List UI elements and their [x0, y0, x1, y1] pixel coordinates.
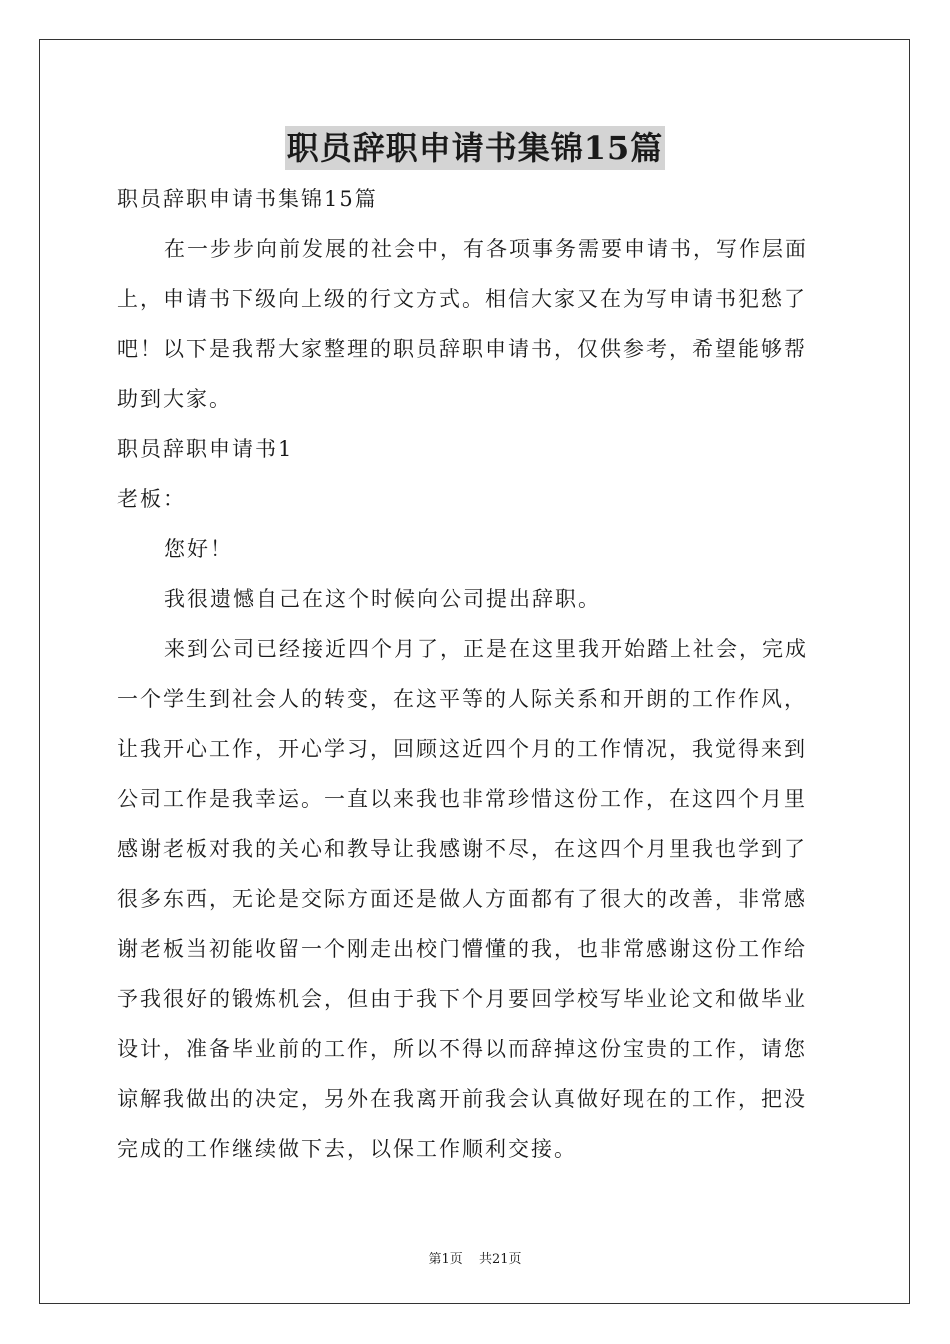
text-line: 谅解我做出的决定，另外在我离开前我会认真做好现在的工作，把没 — [117, 1087, 807, 1111]
text-line: 职员辞职申请书集锦15篇 — [117, 187, 378, 211]
text-line: 设计，准备毕业前的工作，所以不得以而辞掉这份宝贵的工作，请您 — [117, 1037, 807, 1061]
text-line: 我很遗憾自己在这个时候向公司提出辞职。 — [164, 587, 601, 611]
text-line: 感谢老板对我的关心和教导让我感谢不尽，在这四个月里我也学到了 — [117, 837, 807, 861]
text-line: 老板： — [117, 487, 186, 511]
text-line: 您好！ — [164, 537, 233, 561]
page-number: 第1页 — [428, 1252, 463, 1267]
text-line: 职员辞职申请书1 — [117, 437, 294, 461]
text-line: 让我开心工作，开心学习，回顾这近四个月的工作情况，我觉得来到 — [117, 737, 807, 761]
page-total: 共21页 — [478, 1252, 522, 1267]
text-line: 一个学生到社会人的转变，在这平等的人际关系和开朗的工作作风， — [117, 687, 807, 711]
text-line: 谢老板当初能收留一个刚走出校门懵懂的我，也非常感谢这份工作给 — [117, 937, 807, 961]
text-line: 助到大家。 — [117, 387, 232, 411]
text-line: 予我很好的锻炼机会，但由于我下个月要回学校写毕业论文和做毕业 — [117, 987, 807, 1011]
text-line: 在一步步向前发展的社会中，有各项事务需要申请书，写作层面 — [164, 237, 808, 261]
text-line: 来到公司已经接近四个月了，正是在这里我开始踏上社会，完成 — [164, 637, 808, 661]
text-line: 完成的工作继续做下去，以保工作顺利交接。 — [117, 1137, 577, 1161]
text-line: 很多东西，无论是交际方面还是做人方面都有了很大的改善，非常感 — [117, 887, 807, 911]
text-line: 公司工作是我幸运。一直以来我也非常珍惜这份工作，在这四个月里 — [117, 787, 807, 811]
page-footer — [0, 1248, 950, 1267]
document-body — [117, 174, 833, 1174]
document-title: 职员辞职申请书集锦15篇 — [285, 126, 666, 170]
title-wrapper — [0, 126, 950, 170]
text-line: 吧！以下是我帮大家整理的职员辞职申请书，仅供参考，希望能够帮 — [117, 337, 807, 361]
text-line: 上，申请书下级向上级的行文方式。相信大家又在为写申请书犯愁了 — [117, 287, 807, 311]
